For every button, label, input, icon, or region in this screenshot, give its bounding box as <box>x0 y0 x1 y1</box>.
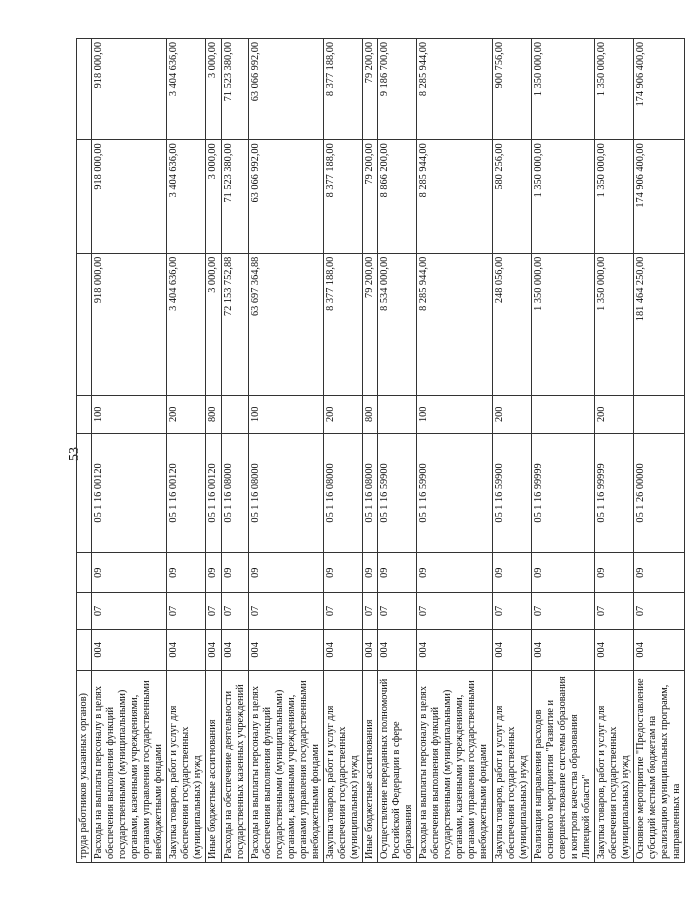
amount-year1-cell <box>77 253 92 395</box>
amount-year2-cell: 174 906 400,00 <box>634 140 685 253</box>
section-code-cell: 07 <box>167 593 206 630</box>
expense-type-cell: 200 <box>594 395 633 433</box>
subsection-code-cell: 09 <box>92 553 167 593</box>
amount-year1-cell: 8 285 944,00 <box>417 253 492 395</box>
amount-year1-cell: 3 000,00 <box>206 253 221 395</box>
expense-type-cell: 100 <box>417 395 492 433</box>
expense-type-cell <box>77 395 92 433</box>
table-body <box>77 39 685 863</box>
table-row <box>167 39 206 863</box>
amount-year3-cell: 174 906 400,00 <box>634 39 685 140</box>
amount-year1-cell: 79 200,00 <box>363 253 378 395</box>
table-row <box>492 39 531 863</box>
page-number: 53 <box>67 447 82 461</box>
expense-type-cell <box>221 395 248 433</box>
gr-code-cell: 004 <box>417 629 492 670</box>
amount-year3-cell: 8 285 944,00 <box>417 39 492 140</box>
gr-code-cell: 004 <box>167 629 206 670</box>
subsection-code-cell: 09 <box>248 553 323 593</box>
subsection-code-cell: 09 <box>378 553 417 593</box>
section-code-cell: 07 <box>594 593 633 630</box>
target-article-cell <box>77 433 92 553</box>
target-article-cell: 05 1 16 99999 <box>531 433 594 553</box>
table-row <box>417 39 492 863</box>
gr-code-cell: 004 <box>221 629 248 670</box>
expense-type-cell <box>378 395 417 433</box>
target-article-cell: 05 1 26 00000 <box>634 433 685 553</box>
section-code-cell: 07 <box>417 593 492 630</box>
table-row <box>634 39 685 863</box>
subsection-code-cell: 09 <box>323 553 362 593</box>
target-article-cell: 05 1 16 08000 <box>323 433 362 553</box>
row-name-cell: Иные бюджетные ассигнования <box>206 670 221 862</box>
amount-year3-cell: 1 350 000,00 <box>531 39 594 140</box>
section-code-cell: 07 <box>206 593 221 630</box>
amount-year3-cell: 8 377 188,00 <box>323 39 362 140</box>
gr-code-cell: 004 <box>634 629 685 670</box>
amount-year1-cell: 8 377 188,00 <box>323 253 362 395</box>
table-row <box>531 39 594 863</box>
gr-code-cell: 004 <box>248 629 323 670</box>
budget-table <box>76 38 685 863</box>
row-name-cell: Расходы на выплаты персоналу в целях обеспечения выполнения функций государственными (муниципальными) органами, казенными учреждениями, органами управления государственными внебюджетными фондами <box>248 670 323 862</box>
table-row <box>363 39 378 863</box>
row-name-cell: Расходы на выплаты персоналу в целях обеспечения выполнения функций государственными (муниципальными) органами, казенными учреждениями, органами управления государственными внебюджетными фондами <box>92 670 167 862</box>
amount-year1-cell: 248 056,00 <box>492 253 531 395</box>
table-row <box>206 39 221 863</box>
expense-type-cell <box>531 395 594 433</box>
amount-year3-cell: 3 404 636,00 <box>167 39 206 140</box>
amount-year2-cell: 71 523 380,00 <box>221 140 248 253</box>
section-code-cell: 07 <box>634 593 685 630</box>
gr-code-cell <box>77 629 92 670</box>
amount-year2-cell: 580 256,00 <box>492 140 531 253</box>
gr-code-cell: 004 <box>378 629 417 670</box>
amount-year2-cell: 1 350 000,00 <box>531 140 594 253</box>
amount-year3-cell: 918 000,00 <box>92 39 167 140</box>
target-article-cell: 05 1 16 00120 <box>206 433 221 553</box>
table-row <box>221 39 248 863</box>
amount-year2-cell: 8 285 944,00 <box>417 140 492 253</box>
subsection-code-cell: 09 <box>167 553 206 593</box>
amount-year3-cell: 79 200,00 <box>363 39 378 140</box>
subsection-code-cell: 09 <box>221 553 248 593</box>
amount-year3-cell: 71 523 380,00 <box>221 39 248 140</box>
target-article-cell: 05 1 16 00120 <box>92 433 167 553</box>
row-name-cell: Закупка товаров, работ и услуг для обеспечения государственных (муниципальных) нужд <box>167 670 206 862</box>
amount-year1-cell: 8 534 000,00 <box>378 253 417 395</box>
section-code-cell: 07 <box>531 593 594 630</box>
gr-code-cell: 004 <box>492 629 531 670</box>
amount-year2-cell: 79 200,00 <box>363 140 378 253</box>
subsection-code-cell <box>77 553 92 593</box>
section-code-cell: 07 <box>323 593 362 630</box>
target-article-cell: 05 1 16 08000 <box>363 433 378 553</box>
amount-year2-cell: 63 066 992,00 <box>248 140 323 253</box>
table-row <box>378 39 417 863</box>
rotated-sheet <box>76 38 683 863</box>
amount-year3-cell: 3 000,00 <box>206 39 221 140</box>
row-name-cell: Иные бюджетные ассигнования <box>363 670 378 862</box>
table-row <box>77 39 92 863</box>
target-article-cell: 05 1 16 59900 <box>417 433 492 553</box>
subsection-code-cell: 09 <box>531 553 594 593</box>
table-row <box>248 39 323 863</box>
section-code-cell: 07 <box>378 593 417 630</box>
section-code-cell: 07 <box>221 593 248 630</box>
row-name-cell: Закупка товаров, работ и услуг для обеспечения государственных (муниципальных) нужд <box>323 670 362 862</box>
expense-type-cell <box>634 395 685 433</box>
amount-year1-cell: 3 404 636,00 <box>167 253 206 395</box>
gr-code-cell: 004 <box>206 629 221 670</box>
table-row <box>92 39 167 863</box>
row-name-cell: Закупка товаров, работ и услуг для обеспечения государственных (муниципальных) нужд <box>492 670 531 862</box>
amount-year2-cell: 8 866 200,00 <box>378 140 417 253</box>
amount-year3-cell: 63 066 992,00 <box>248 39 323 140</box>
subsection-code-cell: 09 <box>417 553 492 593</box>
amount-year2-cell: 3 404 636,00 <box>167 140 206 253</box>
amount-year2-cell: 1 350 000,00 <box>594 140 633 253</box>
target-article-cell: 05 1 16 99999 <box>594 433 633 553</box>
target-article-cell: 05 1 16 00120 <box>167 433 206 553</box>
amount-year1-cell: 1 350 000,00 <box>594 253 633 395</box>
gr-code-cell: 004 <box>594 629 633 670</box>
expense-type-cell: 100 <box>92 395 167 433</box>
target-article-cell: 05 1 16 59900 <box>378 433 417 553</box>
subsection-code-cell: 09 <box>594 553 633 593</box>
amount-year2-cell: 3 000,00 <box>206 140 221 253</box>
section-code-cell: 07 <box>92 593 167 630</box>
row-name-cell: Реализация направления расходов основного мероприятия "Развитие и совершенствование системы образования и контроля качества образования Липецкой области" <box>531 670 594 862</box>
gr-code-cell: 004 <box>92 629 167 670</box>
amount-year1-cell: 63 697 364,88 <box>248 253 323 395</box>
row-name-cell: Расходы на обеспечение деятельности государственных казенных учреждений <box>221 670 248 862</box>
expense-type-cell: 800 <box>206 395 221 433</box>
amount-year3-cell: 9 186 700,00 <box>378 39 417 140</box>
row-name-cell: Основное мероприятие "Предоставление субсидий местным бюджетам на реализацию муниципальных программ, направленных на <box>634 670 685 862</box>
section-code-cell <box>77 593 92 630</box>
target-article-cell: 05 1 16 08000 <box>248 433 323 553</box>
expense-type-cell: 200 <box>323 395 362 433</box>
row-name-cell: Осуществление переданных полномочий Российской Федерации в сфере образования <box>378 670 417 862</box>
amount-year1-cell: 72 153 752,88 <box>221 253 248 395</box>
expense-type-cell: 800 <box>363 395 378 433</box>
target-article-cell: 05 1 16 08000 <box>221 433 248 553</box>
section-code-cell: 07 <box>363 593 378 630</box>
subsection-code-cell: 09 <box>634 553 685 593</box>
row-name-cell: Расходы на выплаты персоналу в целях обеспечения выполнения функций государственными (муниципальными) органами, казенными учреждениями, органами управления государственными внебюджетными фондами <box>417 670 492 862</box>
row-name-cell: Закупка товаров, работ и услуг для обеспечения государственных (муниципальных) нужд <box>594 670 633 862</box>
subsection-code-cell: 09 <box>492 553 531 593</box>
subsection-code-cell: 09 <box>363 553 378 593</box>
amount-year1-cell: 1 350 000,00 <box>531 253 594 395</box>
gr-code-cell: 004 <box>323 629 362 670</box>
expense-type-cell: 200 <box>492 395 531 433</box>
gr-code-cell: 004 <box>363 629 378 670</box>
expense-type-cell: 200 <box>167 395 206 433</box>
amount-year2-cell <box>77 140 92 253</box>
target-article-cell: 05 1 16 59900 <box>492 433 531 553</box>
amount-year3-cell: 1 350 000,00 <box>594 39 633 140</box>
amount-year1-cell: 918 000,00 <box>92 253 167 395</box>
table-row <box>594 39 633 863</box>
table-row <box>323 39 362 863</box>
amount-year3-cell: 900 756,00 <box>492 39 531 140</box>
amount-year2-cell: 918 000,00 <box>92 140 167 253</box>
section-code-cell: 07 <box>492 593 531 630</box>
subsection-code-cell: 09 <box>206 553 221 593</box>
row-name-cell: труда работников указанных органов) <box>77 670 92 862</box>
amount-year2-cell: 8 377 188,00 <box>323 140 362 253</box>
amount-year1-cell: 181 464 250,00 <box>634 253 685 395</box>
expense-type-cell: 100 <box>248 395 323 433</box>
amount-year3-cell <box>77 39 92 140</box>
section-code-cell: 07 <box>248 593 323 630</box>
gr-code-cell: 004 <box>531 629 594 670</box>
